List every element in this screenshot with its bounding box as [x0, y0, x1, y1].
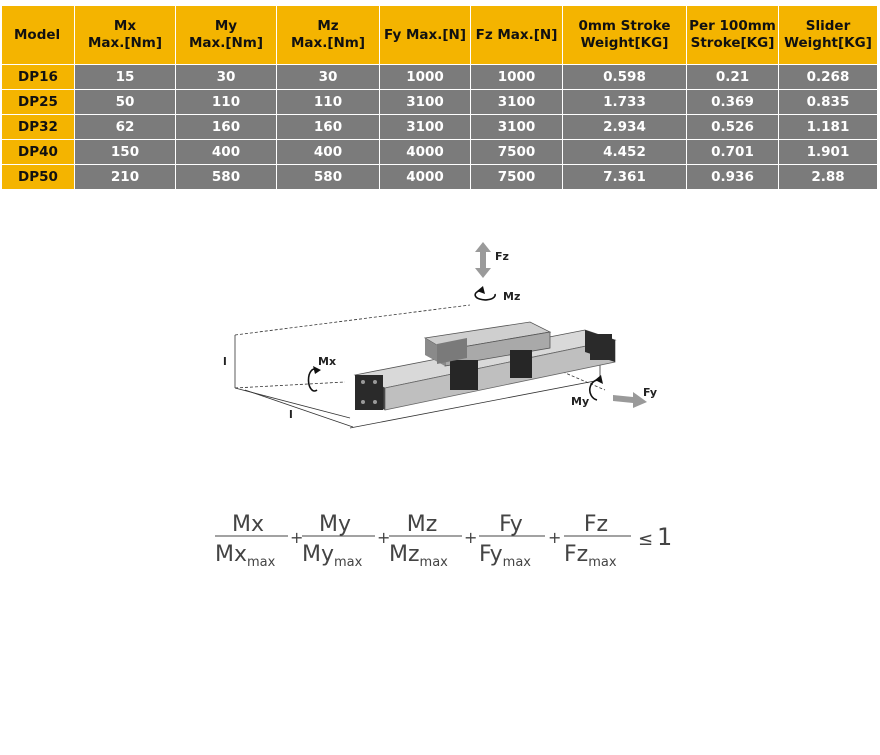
- label-mz: Mz: [503, 290, 521, 303]
- cell-my: 30: [176, 65, 277, 90]
- term-subscript: max: [419, 555, 448, 570]
- cell-fz: 3100: [471, 115, 563, 140]
- cell-slider-weight: 1.181: [779, 115, 878, 140]
- term-denominator: My: [302, 542, 335, 567]
- cell-slider-weight: 0.835: [779, 90, 878, 115]
- linear-module-diagram: [205, 210, 685, 450]
- mx-rotation-icon: [309, 366, 321, 391]
- col-header-mz: Mz Max.[Nm]: [277, 6, 380, 65]
- col-header-slider-weight: Slider Weight[KG]: [779, 6, 878, 65]
- cell-0mm-weight: 2.934: [563, 115, 687, 140]
- svg-text:Mzmax: [389, 542, 448, 570]
- cell-mz: 30: [277, 65, 380, 90]
- term-denominator: Fy: [479, 542, 503, 567]
- mz-rotation-icon: [475, 286, 495, 300]
- term-numerator: Mx: [231, 512, 265, 537]
- cell-fy: 4000: [380, 140, 471, 165]
- cell-per-100mm: 0.936: [687, 165, 779, 190]
- cell-fy: 4000: [380, 165, 471, 190]
- formula-term-mz: [389, 512, 462, 570]
- formula-term-my: [302, 512, 375, 570]
- cell-model: DP50: [2, 165, 75, 190]
- my-rotation-icon: [590, 375, 603, 400]
- term-denominator: Fz: [564, 542, 589, 567]
- term-subscript: max: [588, 555, 617, 570]
- formula-plus: +: [290, 528, 304, 547]
- cell-per-100mm: 0.369: [687, 90, 779, 115]
- term-numerator: My: [318, 512, 352, 537]
- cell-0mm-weight: 0.598: [563, 65, 687, 90]
- fz-arrow-icon: [475, 242, 491, 278]
- cell-per-100mm: 0.21: [687, 65, 779, 90]
- col-header-0mm-weight: 0mm Stroke Weight[KG]: [563, 6, 687, 65]
- svg-text:Fymax: [479, 542, 531, 570]
- header-row: [2, 6, 878, 65]
- formula-plus: +: [464, 528, 478, 547]
- term-denominator: Mx: [215, 542, 248, 567]
- cell-fy: 3100: [380, 115, 471, 140]
- formula-term-fz: [564, 512, 631, 570]
- cell-fy: 3100: [380, 90, 471, 115]
- cell-mz: 400: [277, 140, 380, 165]
- cell-fy: 1000: [380, 65, 471, 90]
- cell-0mm-weight: 1.733: [563, 90, 687, 115]
- cell-0mm-weight: 7.361: [563, 165, 687, 190]
- formula-relation: ≤: [638, 529, 654, 550]
- label-mx: Mx: [318, 355, 337, 368]
- svg-text:Mxmax: [215, 542, 276, 570]
- term-subscript: max: [334, 555, 363, 570]
- cell-slider-weight: 1.901: [779, 140, 878, 165]
- label-l-vertical: l: [223, 355, 227, 368]
- cell-slider-weight: 2.88: [779, 165, 878, 190]
- cell-per-100mm: 0.526: [687, 115, 779, 140]
- table-row: [2, 65, 878, 90]
- cell-per-100mm: 0.701: [687, 140, 779, 165]
- col-header-fy: Fy Max.[N]: [380, 6, 471, 65]
- table-row: [2, 115, 878, 140]
- cell-mx: 62: [75, 115, 176, 140]
- cell-mx: 50: [75, 90, 176, 115]
- svg-text:Fzmax: [564, 542, 617, 570]
- formula-rhs: 1: [657, 523, 673, 551]
- label-fz: Fz: [495, 250, 509, 263]
- cell-model: DP32: [2, 115, 75, 140]
- formula-plus: +: [548, 528, 562, 547]
- cell-mz: 110: [277, 90, 380, 115]
- cell-my: 580: [176, 165, 277, 190]
- load-formula: [210, 503, 690, 583]
- formula-term-mx: [215, 512, 288, 570]
- cell-model: DP40: [2, 140, 75, 165]
- cell-fz: 7500: [471, 140, 563, 165]
- col-header-fz: Fz Max.[N]: [471, 6, 563, 65]
- cell-fz: 7500: [471, 165, 563, 190]
- term-denominator: Mz: [389, 542, 420, 567]
- cell-model: DP16: [2, 65, 75, 90]
- label-fy: Fy: [643, 386, 658, 399]
- cell-my: 110: [176, 90, 277, 115]
- cell-fz: 1000: [471, 65, 563, 90]
- term-subscript: max: [502, 555, 531, 570]
- table-row: [2, 165, 878, 190]
- cell-my: 160: [176, 115, 277, 140]
- col-header-model: Model: [2, 6, 75, 65]
- term-numerator: Fy: [499, 512, 523, 537]
- label-l-horizontal: l: [289, 408, 293, 421]
- svg-text:Mymax: [302, 542, 363, 570]
- cell-model: DP25: [2, 90, 75, 115]
- cell-mz: 160: [277, 115, 380, 140]
- cell-mx: 15: [75, 65, 176, 90]
- col-header-mx: Mx Max.[Nm]: [75, 6, 176, 65]
- formula-term-fy: [479, 512, 545, 570]
- formula-plus: +: [377, 528, 391, 547]
- table-row: [2, 140, 878, 165]
- cell-mx: 210: [75, 165, 176, 190]
- col-header-per-100mm: Per 100mm Stroke[KG]: [687, 6, 779, 65]
- label-my: My: [571, 395, 590, 408]
- cell-0mm-weight: 4.452: [563, 140, 687, 165]
- cell-mx: 150: [75, 140, 176, 165]
- term-subscript: max: [247, 555, 276, 570]
- col-header-my: My Max.[Nm]: [176, 6, 277, 65]
- fy-arrow-icon: [613, 392, 647, 408]
- term-numerator: Fz: [583, 512, 609, 537]
- cell-my: 400: [176, 140, 277, 165]
- cell-fz: 3100: [471, 90, 563, 115]
- spec-table: [1, 5, 878, 190]
- cell-mz: 580: [277, 165, 380, 190]
- cell-slider-weight: 0.268: [779, 65, 878, 90]
- term-numerator: Mz: [406, 512, 438, 537]
- table-row: [2, 90, 878, 115]
